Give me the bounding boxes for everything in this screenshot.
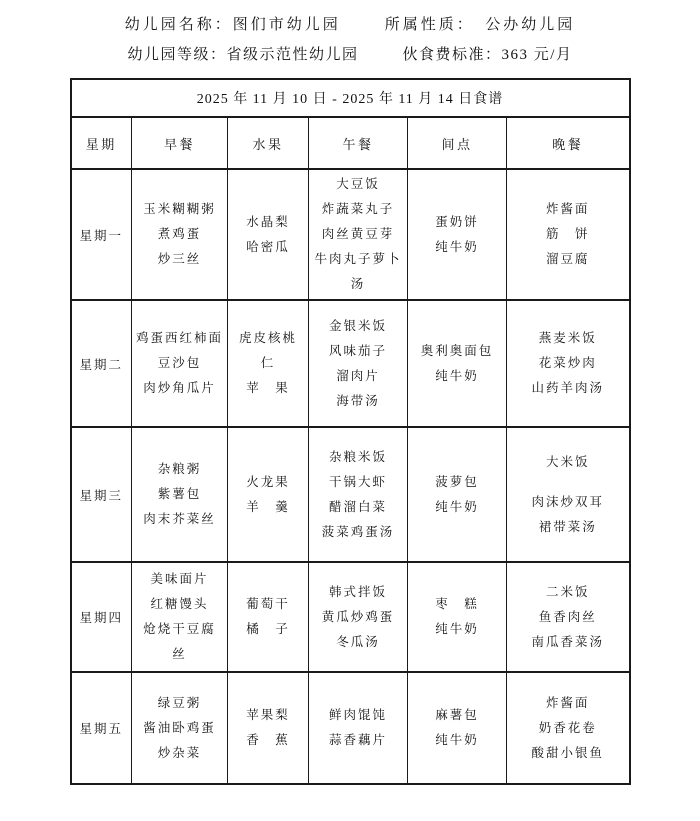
dish-line: 鱼香肉丝 [538, 609, 597, 624]
dish-line: 筋 饼 [545, 227, 590, 241]
dish-line: 羊 羹 [246, 499, 290, 514]
dish-line: 红糖馒头 [150, 597, 209, 611]
dish-line: 苹 果 [246, 381, 290, 395]
dish-line: 燕麦米饭 [538, 331, 597, 345]
dish-line: 风味茄子 [328, 343, 387, 358]
dish-line: 牛肉丸子萝卜 [314, 252, 402, 266]
dish-line: 酱油卧鸡蛋 [143, 720, 216, 735]
dish-line: 煮鸡蛋 [157, 227, 202, 241]
dish-line: 醋溜白菜 [328, 499, 387, 514]
dish-line: 枣 糕 [435, 597, 479, 611]
cell-snack [408, 672, 507, 784]
cell-snack [408, 427, 507, 562]
cell-lunch [309, 300, 408, 427]
cell-breakfast [132, 562, 228, 672]
dish-line: 大豆饭 [336, 177, 380, 191]
dish-line: 纯牛奶 [435, 239, 479, 254]
dish-line: 山药羊肉汤 [531, 381, 604, 395]
cell-breakfast [132, 300, 228, 427]
cell-fruit [228, 300, 309, 427]
dish-line: 玉米糊糊粥 [143, 202, 216, 216]
dish-line: 炸酱面 [545, 695, 590, 710]
dish-line: 杂粮粥 [157, 462, 202, 476]
dish-line: 炒三丝 [157, 252, 202, 266]
dish-line: 鸡蛋西红柿面 [135, 331, 223, 345]
dish-line: 酸甜小银鱼 [531, 745, 604, 760]
dish-line: 水晶梨 [246, 214, 290, 229]
dish-line: 南瓜香菜汤 [531, 634, 604, 649]
dish-line: 溜肉片 [336, 368, 380, 383]
dish-line: 海带汤 [336, 393, 380, 408]
dish-line: 肉炒角瓜片 [143, 381, 216, 395]
dish-line: 汤 [350, 277, 366, 291]
dish-line: 炒杂菜 [157, 745, 202, 760]
dish-line: 肉末芥菜丝 [143, 512, 216, 526]
menu-date-range-title: 2025 年 11 月 10 日 - 2025 年 11 月 14 日食谱 [71, 79, 630, 117]
cell-day: 星期三 [71, 427, 132, 562]
cell-snack [408, 300, 507, 427]
dish-line: 肉丝黄豆芽 [321, 227, 395, 241]
info-line-1 [0, 10, 700, 40]
col-header-day: 星期 [71, 117, 132, 169]
col-header-dinner: 晚餐 [507, 117, 630, 169]
cell-day: 星期四 [71, 562, 132, 672]
cell-day: 星期五 [71, 672, 132, 784]
dish-line: 奥利奥面包 [420, 343, 494, 358]
dish-line: 紫薯包 [157, 487, 202, 501]
empty-line [507, 475, 629, 490]
dish-line: 苹果梨 [246, 708, 290, 722]
cell-lunch [309, 672, 408, 784]
dish-line: 香 蕉 [246, 733, 290, 747]
cell-lunch [309, 427, 408, 562]
cell-dinner [507, 427, 630, 562]
dish-line: 金银米饭 [328, 318, 387, 333]
dish-line: 溜豆腐 [545, 252, 590, 266]
dish-line: 菠萝包 [435, 474, 479, 489]
cell-lunch [309, 562, 408, 672]
cell-dinner [507, 169, 630, 300]
cell-fruit [228, 169, 309, 300]
col-header-breakfast: 早餐 [132, 117, 228, 169]
dish-line: 杂粮米饭 [328, 449, 387, 464]
weekly-menu-table [70, 78, 631, 785]
cell-day: 星期二 [71, 300, 132, 427]
menu-title-row [71, 79, 630, 117]
dish-line: 纯牛奶 [435, 368, 479, 383]
dish-line: 炝烧干豆腐 [143, 622, 216, 636]
cell-dinner [507, 300, 630, 427]
info-line-2 [0, 40, 700, 70]
cell-fruit [228, 562, 309, 672]
kindergarten-info [0, 0, 700, 70]
ownership-type: 所属性质： 公办幼儿园 [384, 17, 576, 33]
cell-breakfast [132, 672, 228, 784]
dish-line: 纯牛奶 [435, 622, 479, 636]
dish-line: 韩式拌饭 [328, 584, 387, 599]
dish-line: 黄瓜炒鸡蛋 [321, 609, 395, 624]
dish-line: 肉沫炒双耳 [531, 494, 604, 509]
dish-line: 冬瓜汤 [336, 634, 380, 649]
dish-line: 花菜炒肉 [538, 356, 597, 370]
cell-fruit [228, 427, 309, 562]
dish-line: 绿豆粥 [157, 695, 202, 710]
cell-breakfast [132, 427, 228, 562]
dish-line: 蛋奶饼 [435, 214, 479, 229]
cell-fruit [228, 672, 309, 784]
dish-line: 橘 子 [246, 622, 290, 636]
dish-line: 纯牛奶 [435, 499, 479, 514]
dish-line: 裙带菜汤 [538, 519, 597, 534]
dish-line: 火龙果 [246, 474, 290, 489]
menu-table-body [71, 169, 630, 784]
table-row [71, 427, 630, 562]
dish-line: 蒜香藕片 [328, 733, 387, 747]
cell-breakfast [132, 169, 228, 300]
cell-day: 星期一 [71, 169, 132, 300]
col-header-fruit: 水果 [228, 117, 309, 169]
dish-line: 丝 [172, 647, 187, 661]
dish-line: 鲜肉馄饨 [328, 708, 387, 722]
col-header-snack: 间点 [408, 117, 507, 169]
col-header-lunch: 午餐 [309, 117, 408, 169]
table-row [71, 169, 630, 300]
dish-line: 奶香花卷 [538, 720, 597, 735]
dish-line: 哈密瓜 [246, 239, 290, 254]
meal-fee-standard: 伙食费标准：363 元/月 [402, 47, 573, 63]
dish-line: 豆沙包 [157, 356, 202, 370]
cell-dinner [507, 672, 630, 784]
dish-line: 仁 [260, 356, 276, 370]
dish-line: 美味面片 [150, 572, 209, 586]
column-header-row [71, 117, 630, 169]
dish-line: 二米饭 [545, 584, 590, 599]
table-row [71, 672, 630, 784]
dish-line: 虎皮核桃 [238, 331, 297, 345]
cell-snack [408, 562, 507, 672]
dish-line: 葡萄干 [246, 597, 290, 611]
dish-line: 炸酱面 [545, 202, 590, 216]
cell-dinner [507, 562, 630, 672]
cell-lunch [309, 169, 408, 300]
dish-line: 炸蔬菜丸子 [321, 202, 395, 216]
table-row [71, 300, 630, 427]
dish-line: 麻薯包 [435, 708, 479, 722]
table-row [71, 562, 630, 672]
kindergarten-name: 幼儿园名称：图们市幼儿园 [124, 17, 341, 33]
dish-line: 干锅大虾 [328, 474, 387, 489]
dish-line: 菠菜鸡蛋汤 [321, 524, 395, 539]
cell-snack [408, 169, 507, 300]
kindergarten-grade: 幼儿园等级：省级示范性幼儿园 [127, 47, 359, 63]
dish-line: 纯牛奶 [435, 733, 479, 747]
dish-line: 大米饭 [545, 454, 590, 469]
